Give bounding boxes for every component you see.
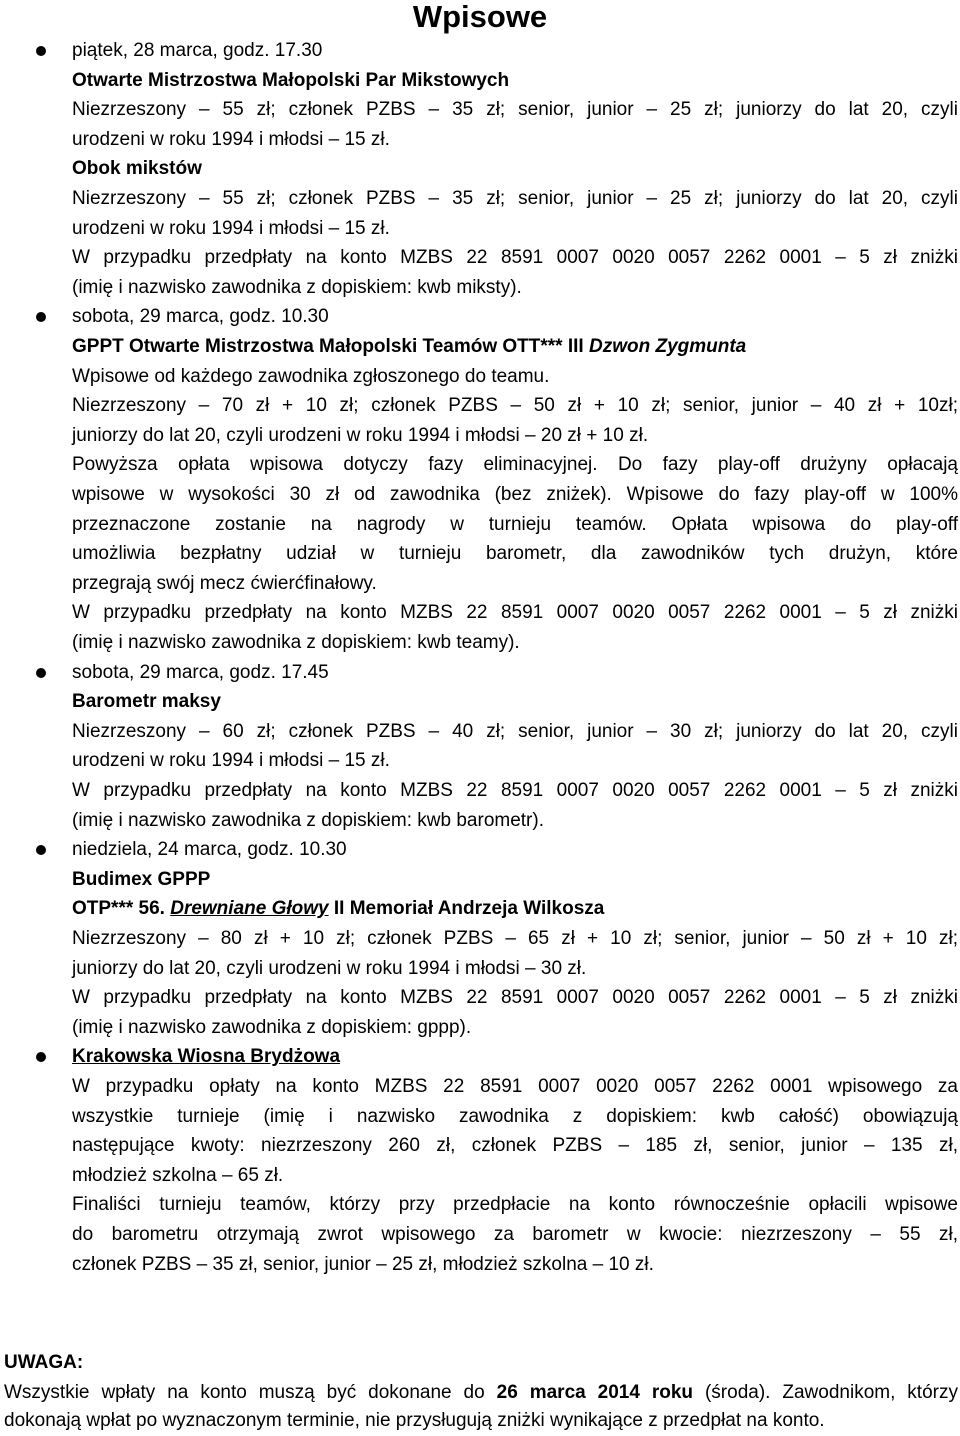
- text-line: W przypadku przedpłaty na konto MZBS 22 8591 0007 0020 0057 2262 0001 – 5 zł zniżki: [72, 602, 958, 624]
- text-line: przeznaczone zostanie na nagrody w turnieju teamów. Opłata wpisowa do play-off: [72, 513, 958, 535]
- text-line: W przypadku przedpłaty na konto MZBS 22 8591 0007 0020 0057 2262 0001 – 5 zł zniżki: [72, 780, 958, 801]
- text-line: Finaliści turnieju teamów, którzy przy przedpłacie na konto równocześnie opłacili wpisowe: [72, 1194, 958, 1216]
- section-heading-line: Krakowska Wiosna Brydżowa: [72, 1046, 341, 1068]
- text-line: W przypadku przedpłaty na konto MZBS 22 8591 0007 0020 0057 2262 0001 – 5 zł zniżki: [72, 247, 958, 269]
- section-heading-line: sobota, 29 marca, godz. 17.45: [72, 661, 329, 683]
- note-line-2: dokonają wpłat po wyznaczonym terminie, nie przysługują zniżki wynikające z przedpłat na konto.: [4, 1410, 825, 1431]
- text-line: Obok mikstów: [72, 158, 202, 180]
- text-line: Barometr maksy: [72, 691, 221, 713]
- text-line: OTP*** 56. Drewniane Głowy II Memoriał Andrzeja Wilkosza: [72, 898, 605, 920]
- text-line: do barometru otrzymają zwrot wpisowego za barometr w kwocie: niezrzeszony – 55 zł,: [72, 1224, 958, 1245]
- page-title: Wpisowe: [412, 0, 548, 34]
- text-line: (imię i nazwisko zawodnika z dopiskiem: kwb miksty).: [72, 276, 522, 298]
- bullet-icon: [36, 668, 46, 678]
- note-line-1: [4, 1378, 958, 1408]
- text-line: urodzeni w roku 1994 i młodsi – 15 zł.: [72, 128, 390, 150]
- bullet-icon: [36, 46, 46, 56]
- text-line: wpisowe w wysokości 30 zł od zawodnika (bez zniżek). Wpisowe do fazy play-off w 100%: [72, 484, 958, 505]
- text-line: członek PZBS – 35 zł, senior, junior – 25 zł, młodzież szkolna – 10 zł.: [72, 1253, 654, 1275]
- section-heading-line: niedziela, 24 marca, godz. 10.30: [72, 839, 347, 861]
- text-line: juniorzy do lat 20, czyli urodzeni w roku 1994 i młodsi – 30 zł.: [72, 957, 587, 979]
- section-heading-line: sobota, 29 marca, godz. 10.30: [72, 306, 329, 328]
- text-line: Otwarte Mistrzostwa Małopolski Par Mikstowych: [72, 69, 510, 91]
- text-line: juniorzy do lat 20, czyli urodzeni w roku 1994 i młodsi – 20 zł + 10 zł.: [72, 424, 649, 446]
- text-line: Niezrzeszony – 55 zł; członek PZBS – 35 zł; senior, junior – 25 zł; juniorzy do lat 20, czyli: [72, 188, 958, 209]
- text-line: W przypadku opłaty na konto MZBS 22 8591 0007 0020 0057 2262 0001 wpisowego za: [72, 1076, 958, 1097]
- deadline-date: 26 marca 2014 roku: [496, 1382, 694, 1403]
- text-line: W przypadku przedpłaty na konto MZBS 22 8591 0007 0020 0057 2262 0001 – 5 zł zniżki: [72, 987, 958, 1009]
- text-line: wszystkie turnieje (imię i nazwisko zawodnika z dopiskiem: kwb całość) obowiązują: [72, 1105, 958, 1127]
- text-line: młodzież szkolna – 65 zł.: [72, 1164, 284, 1186]
- text-line: Niezrzeszony – 60 zł; członek PZBS – 40 zł; senior, junior – 30 zł; juniorzy do lat 20, czyli: [72, 720, 958, 742]
- bullet-icon: [36, 312, 46, 322]
- text-line: Niezrzeszony – 80 zł + 10 zł; członek PZBS – 65 zł + 10 zł; senior, junior – 50 zł + 10 zł;: [72, 928, 958, 949]
- text-line: następujące kwoty: niezrzeszony 260 zł, członek PZBS – 185 zł, senior, junior – 135 zł,: [72, 1135, 958, 1157]
- text-line: przegrają swój mecz ćwierćfinałowy.: [72, 572, 377, 594]
- text-line: GPPT Otwarte Mistrzostwa Małopolski Teamów OTT*** III Dzwon Zygmunta: [72, 336, 747, 357]
- text-line: Powyższa opłata wpisowa dotyczy fazy eliminacyjnej. Do fazy play-off drużyny opłacają: [72, 454, 958, 476]
- text-line: (imię i nazwisko zawodnika z dopiskiem: gppp).: [72, 1016, 472, 1038]
- bullet-icon: [36, 845, 46, 855]
- text-line: Niezrzeszony – 70 zł + 10 zł; członek PZBS – 50 zł + 10 zł; senior, junior – 40 zł + 10zł;: [72, 395, 958, 417]
- note-line-1-pre: Wszystkie wpłaty na konto muszą być dokonane do: [4, 1382, 497, 1403]
- text-line: urodzeni w roku 1994 i młodsi – 15 zł.: [72, 750, 390, 772]
- section-heading-line: piątek, 28 marca, godz. 17.30: [72, 40, 323, 61]
- text-line: Niezrzeszony – 55 zł; członek PZBS – 35 zł; senior, junior – 25 zł; juniorzy do lat 20, czyli: [72, 99, 958, 121]
- bullet-icon: [36, 1052, 46, 1062]
- text-line: (imię i nazwisko zawodnika z dopiskiem: kwb barometr).: [72, 809, 544, 831]
- text-line: (imię i nazwisko zawodnika z dopiskiem: kwb teamy).: [72, 632, 520, 653]
- note-line-1-post: (środa). Zawodnikom, którzy: [693, 1382, 958, 1403]
- text-line: Wpisowe od każdego zawodnika zgłoszonego do teamu.: [72, 365, 550, 387]
- note-heading: UWAGA:: [4, 1352, 84, 1373]
- text-line: urodzeni w roku 1994 i młodsi – 15 zł.: [72, 217, 390, 239]
- text-line: umożliwia bezpłatny udział w turnieju barometr, dla zawodników tych drużyn, które: [72, 543, 958, 565]
- text-line: Budimex GPPP: [72, 868, 211, 890]
